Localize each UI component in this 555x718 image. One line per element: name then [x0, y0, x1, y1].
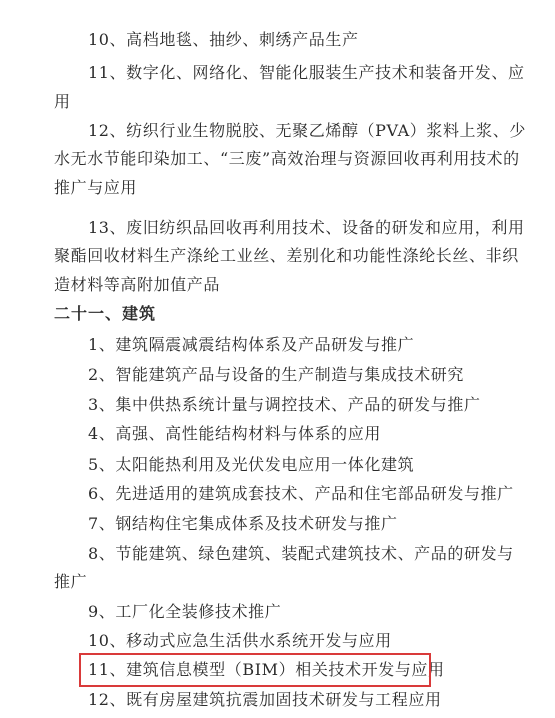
list-item: 10、移动式应急生活供水系统开发与应用 — [88, 631, 392, 650]
list-item-continuation: 造材料等高附加值产品 — [54, 275, 221, 294]
list-item: 3、集中供热系统计量与调控技术、产品的研发与推广 — [88, 395, 481, 414]
list-item: 1、建筑隔震减震结构体系及产品研发与推广 — [88, 335, 415, 354]
list-item: 12、既有房屋建筑抗震加固技术研发与工程应用 — [88, 690, 442, 709]
list-item: 8、节能建筑、绿色建筑、装配式建筑技术、产品的研发与 — [88, 544, 514, 563]
list-item-continuation: 聚酯回收材料生产涤纶工业丝、差别化和功能性涤纶长丝、非织 — [54, 246, 519, 265]
list-item: 10、高档地毯、抽纱、刺绣产品生产 — [88, 30, 359, 49]
list-item: 13、废旧纺织品回收再利用技术、设备的研发和应用，利用 — [88, 218, 525, 237]
list-item: 7、钢结构住宅集成体系及技术研发与推广 — [88, 514, 398, 533]
section-heading: 二十一、建筑 — [54, 304, 157, 323]
list-item-continuation: 水无水节能印染加工、“三废”高效治理与资源回收再利用技术的 — [54, 149, 520, 168]
list-item-continuation: 推广与应用 — [54, 178, 138, 197]
list-item: 6、先进适用的建筑成套技术、产品和住宅部品研发与推广 — [88, 484, 514, 503]
list-item: 11、建筑信息模型（BIM）相关技术开发与应用 — [88, 660, 445, 679]
list-item: 4、高强、高性能结构材料与体系的应用 — [88, 424, 381, 443]
list-item: 11、数字化、网络化、智能化服装生产技术和装备开发、应 — [88, 63, 525, 82]
list-item: 9、工厂化全装修技术推广 — [88, 602, 282, 621]
list-item-continuation: 用 — [54, 92, 71, 111]
list-item-continuation: 推广 — [54, 572, 88, 591]
list-item: 5、太阳能热利用及光伏发电应用一体化建筑 — [88, 455, 415, 474]
highlight-box — [79, 653, 431, 687]
list-item: 2、智能建筑产品与设备的生产制造与集成技术研究 — [88, 365, 464, 384]
list-item: 12、纺织行业生物脱胶、无聚乙烯醇（PVA）浆料上浆、少 — [88, 121, 526, 140]
